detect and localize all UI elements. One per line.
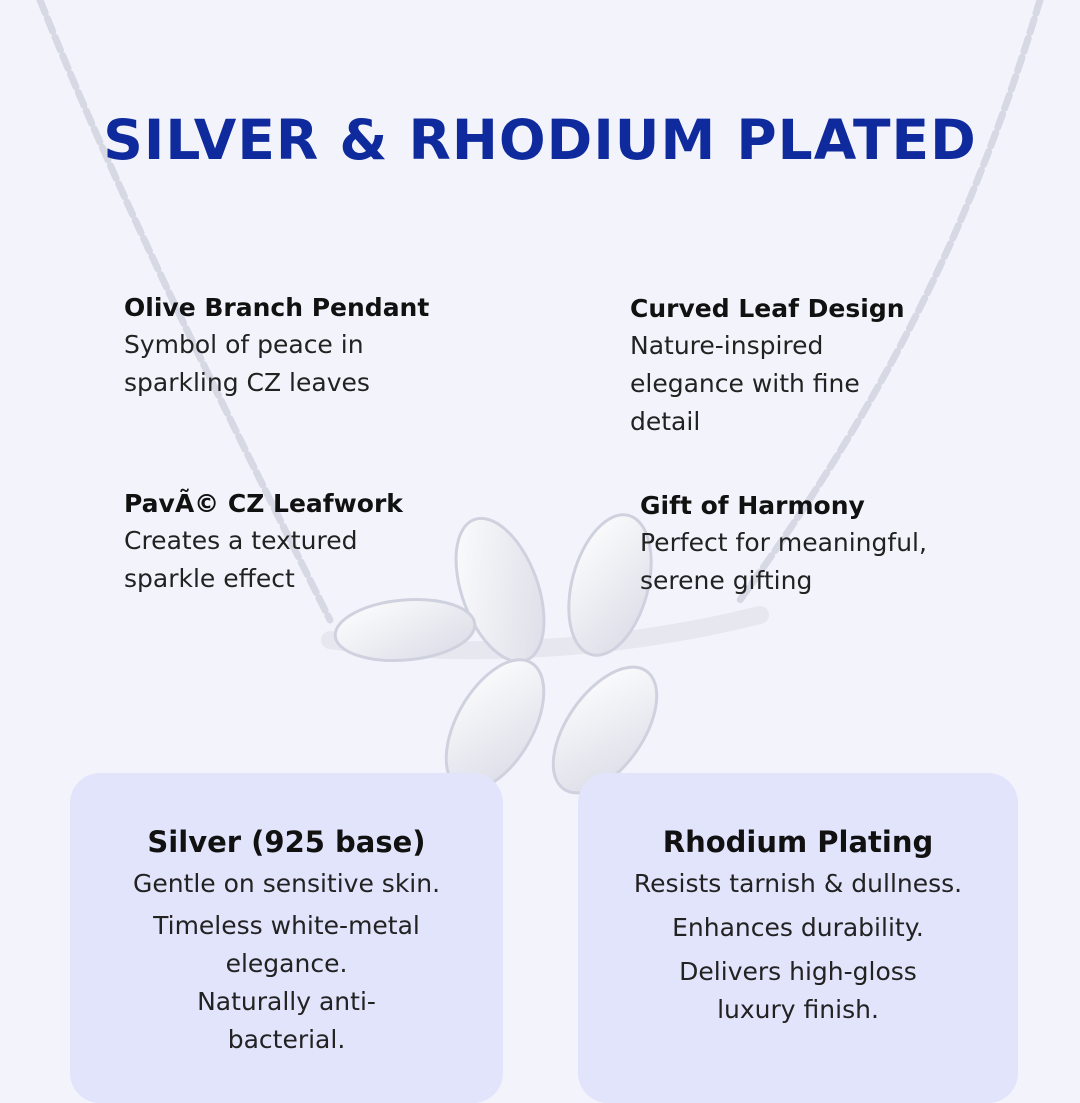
card-rhodium bbox=[578, 773, 1018, 1103]
card-line: Enhances durability. bbox=[672, 913, 924, 942]
card-line: Timeless white-metal elegance. bbox=[153, 911, 420, 978]
feature-curved-leaf bbox=[630, 293, 1010, 441]
feature-description: Symbol of peace in sparkling CZ leaves bbox=[124, 330, 370, 397]
card-line: Resists tarnish & dullness. bbox=[633, 869, 963, 898]
card-line: Gentle on sensitive skin. bbox=[132, 869, 441, 898]
page-title: SILVER & RHODIUM PLATED bbox=[103, 108, 977, 172]
card-heading: Silver (925 base) bbox=[147, 825, 426, 859]
card-heading: Rhodium Plating bbox=[662, 825, 934, 859]
card-silver bbox=[70, 773, 503, 1103]
feature-heading: Olive Branch Pendant bbox=[124, 293, 430, 322]
feature-description: Nature-inspired elegance with fine detail bbox=[630, 331, 860, 436]
feature-heading: Curved Leaf Design bbox=[630, 294, 905, 323]
feature-description: Creates a textured sparkle effect bbox=[124, 526, 358, 593]
feature-heading: PavÃ© CZ Leafwork bbox=[124, 489, 403, 518]
feature-heading: Gift of Harmony bbox=[640, 491, 865, 520]
card-line: Delivers high-gloss luxury finish. bbox=[679, 957, 917, 1024]
feature-gift-of-harmony bbox=[640, 490, 1020, 600]
feature-pave-cz bbox=[124, 488, 504, 598]
feature-olive-branch bbox=[124, 292, 504, 402]
card-line: Naturally anti-bacterial. bbox=[197, 987, 376, 1054]
feature-description: Perfect for meaningful, serene gifting bbox=[640, 528, 927, 595]
